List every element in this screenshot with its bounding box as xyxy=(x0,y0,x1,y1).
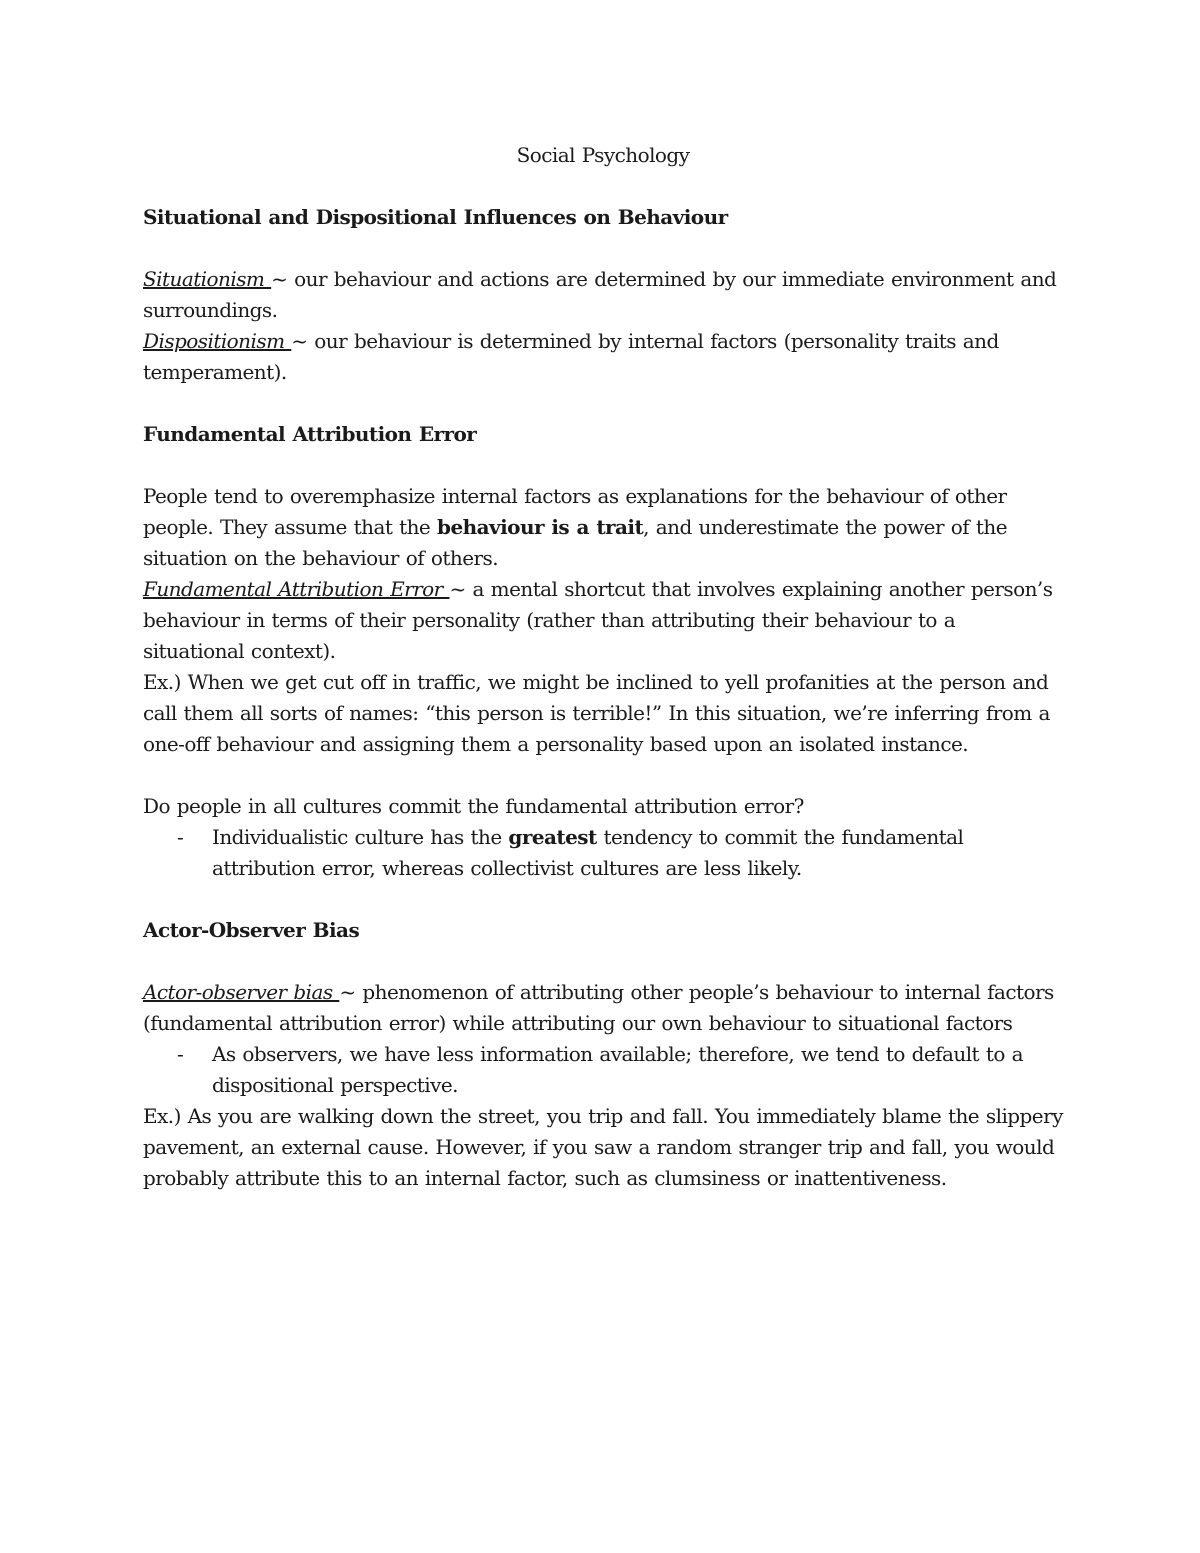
section-heading-situational: Situational and Dispositional Influences on Behaviour xyxy=(143,205,728,229)
dispositionism-text: ~ our behaviour is determined by internal factors (personality traits and temperament). xyxy=(143,329,999,384)
document-page xyxy=(143,140,1063,1194)
situationism-term: Situationism xyxy=(143,267,272,291)
aob-definition xyxy=(143,977,1063,1039)
fae-paragraph xyxy=(143,481,1063,574)
list-item xyxy=(143,1039,1063,1101)
spacer xyxy=(143,760,1063,791)
section-heading-fae: Fundamental Attribution Error xyxy=(143,422,477,446)
fae-example: Ex.) When we get cut off in traffic, we might be inclined to yell profanities at the person and call them all sorts of names: “this person is terrible!” In this situation, we’re inferring from a one-off behaviour and assigning them a personality based upon an isolated instance. xyxy=(143,670,1050,756)
aob-example: Ex.) As you are walking down the street, you trip and fall. You immediately blame the slippery pavement, an external cause. However, if you saw a random stranger trip and fall, you would probably attribute this to an internal factor, such as clumsiness or inattentiveness. xyxy=(143,1104,1063,1190)
section-heading-aob: Actor-Observer Bias xyxy=(143,918,360,942)
spacer xyxy=(143,171,1063,202)
spacer xyxy=(143,946,1063,977)
bullet-dash: - xyxy=(177,1042,184,1066)
bullet-bold: greatest xyxy=(508,825,597,849)
spacer xyxy=(143,884,1063,915)
document-title: Social Psychology xyxy=(516,143,690,167)
fae-term: Fundamental Attribution Error xyxy=(143,577,450,601)
bullet-dash: - xyxy=(177,825,184,849)
aob-term: Actor-observer bias xyxy=(143,980,340,1004)
dispositionism-term: Dispositionism xyxy=(143,329,292,353)
culture-question: Do people in all cultures commit the fundamental attribution error? xyxy=(143,794,804,818)
dispositionism-definition xyxy=(143,326,1063,388)
bullet-text-a: Individualistic culture has the xyxy=(212,825,509,849)
spacer xyxy=(143,450,1063,481)
fae-paragraph-bold: behaviour is a trait xyxy=(437,515,644,539)
fae-paragraph-text-a: People tend to overemphasize internal factors as explanations for the behaviour of other people. They assume that the xyxy=(143,484,1007,539)
spacer xyxy=(143,233,1063,264)
situationism-definition xyxy=(143,264,1063,326)
bullet-text: As observers, we have less information available; therefore, we tend to default to a dispositional perspective. xyxy=(212,1042,1024,1097)
bullet-text-b: tendency to commit the fundamental attribution error, whereas collectivist cultures are less likely. xyxy=(212,825,964,880)
fae-definition xyxy=(143,574,1063,667)
list-item xyxy=(143,822,1063,884)
fae-text: ~ a mental shortcut that involves explaining another person’s behaviour in terms of their personality (rather than attributing their behaviour to a situational context). xyxy=(143,577,1053,663)
fae-paragraph-text-b: , and underestimate the power of the situation on the behaviour of others. xyxy=(143,515,1008,570)
aob-text: ~ phenomenon of attributing other people’s behaviour to internal factors (fundamental attribution error) while attributing our own behaviour to situational factors xyxy=(143,980,1054,1035)
situationism-text: ~ our behaviour and actions are determined by our immediate environment and surroundings. xyxy=(143,267,1057,322)
spacer xyxy=(143,388,1063,419)
